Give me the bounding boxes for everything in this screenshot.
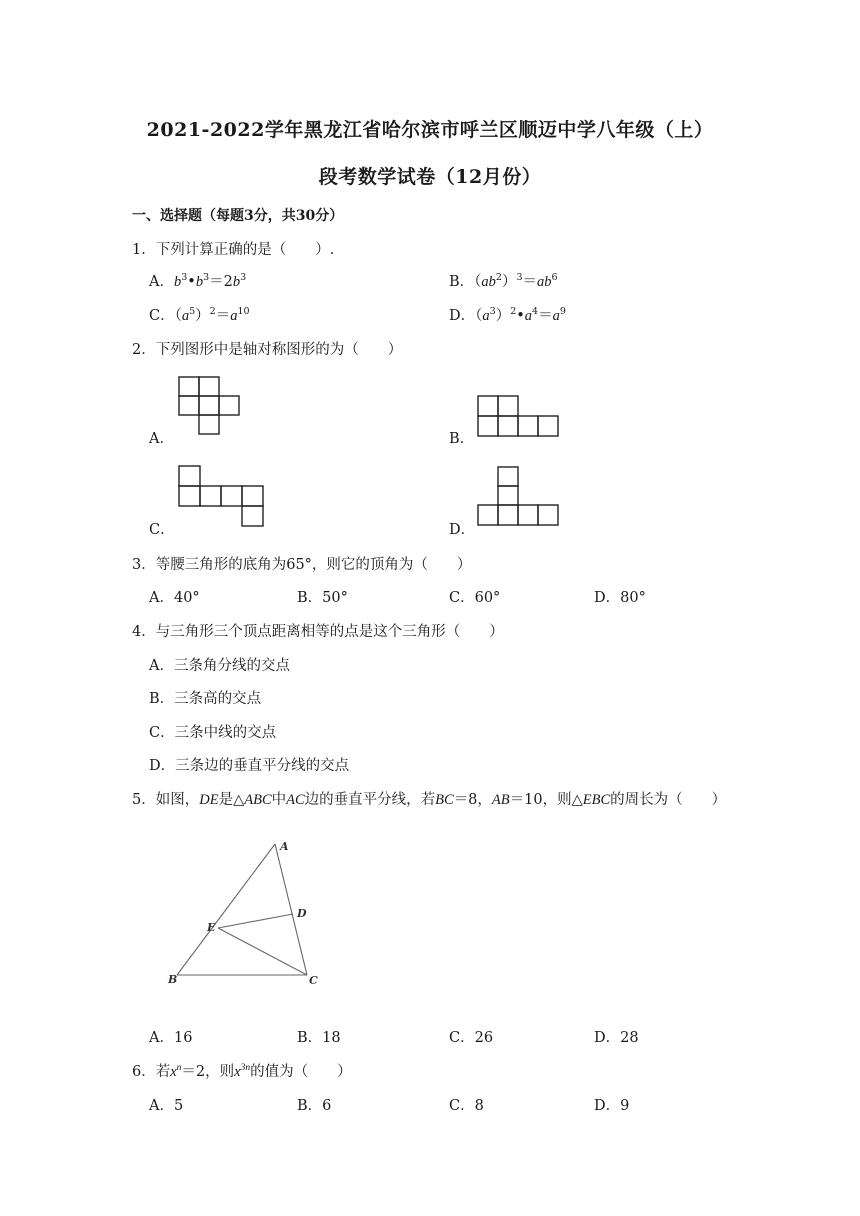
math-var: a <box>524 308 533 324</box>
grid-cell <box>478 396 498 416</box>
question-5-option-c[interactable]: C．26 <box>449 1030 494 1046</box>
grid-cell <box>518 416 538 436</box>
segment-ed <box>218 914 293 928</box>
exponent: 3n <box>240 1063 251 1073</box>
exponent: 4 <box>532 306 539 317</box>
question-5-option-b[interactable]: B．18 <box>297 1030 341 1046</box>
question-5-stem <box>132 788 726 809</box>
math-var: b <box>173 274 182 290</box>
math-var: ABC <box>244 792 272 808</box>
exponent: n <box>176 1063 182 1073</box>
grid-cell <box>242 506 263 526</box>
exponent: 3 <box>181 272 188 283</box>
vertex-label-d: D <box>297 907 307 920</box>
figure-grid-b <box>477 395 563 439</box>
math-var: a <box>230 308 238 324</box>
question-1-stem: 1．下列计算正确的是（ ）. <box>132 242 335 258</box>
question-4-stem: 4．与三角形三个顶点距离相等的点是这个三角形（ ） <box>132 624 504 640</box>
segment-ec <box>218 928 307 975</box>
question-1-option-c[interactable] <box>149 304 250 325</box>
figure-grid-d <box>477 466 563 528</box>
math-var: DE <box>199 792 219 808</box>
stem-text: 中 <box>271 792 287 808</box>
exponent: 3 <box>516 272 523 283</box>
question-1-option-d[interactable] <box>449 304 566 325</box>
stem-text: 5．如图， <box>132 792 200 808</box>
math-var: AB <box>491 792 510 808</box>
grid-cell <box>221 486 242 506</box>
math-op: ＝2 <box>209 274 233 290</box>
math-var: x <box>234 1064 241 1080</box>
section-heading: 一、选择题（每题3分，共30分） <box>132 208 344 224</box>
exponent: 2 <box>510 306 517 317</box>
grid-cell <box>199 377 219 396</box>
math-op: • <box>516 308 525 324</box>
grid-cell <box>498 486 518 505</box>
vertex-label-b: B <box>168 973 178 986</box>
stem-text: 6．若 <box>132 1064 171 1080</box>
figure-grid-a <box>178 376 242 436</box>
grid-cell <box>219 396 239 415</box>
grid-cell <box>498 505 518 525</box>
question-3-option-c[interactable]: C．60° <box>449 590 501 606</box>
grid-cell <box>179 396 199 415</box>
option-label: B．（ <box>449 274 482 290</box>
question-2-option-d-label[interactable]: D． <box>449 522 476 538</box>
grid-cell <box>498 396 518 416</box>
grid-cell <box>538 416 558 436</box>
vertex-label-a: A <box>280 840 289 853</box>
grid-cell <box>179 466 200 486</box>
exponent: 2 <box>495 272 502 283</box>
option-label: C．（ <box>149 308 182 324</box>
exponent: 9 <box>559 306 566 317</box>
stem-text: 的周长为（ ） <box>610 792 727 808</box>
question-6-option-d[interactable]: D．9 <box>594 1098 630 1114</box>
question-3-option-d[interactable]: D．80° <box>594 590 646 606</box>
question-4-option-d[interactable]: D．三条边的垂直平分线的交点 <box>149 758 350 774</box>
exponent: 5 <box>189 306 196 317</box>
stem-text: ＝8， <box>453 792 492 808</box>
question-2-stem: 2．下列图形中是轴对称图形的为（ ） <box>132 342 403 358</box>
math-op: ＝ <box>538 308 553 324</box>
question-5-option-d[interactable]: D．28 <box>594 1030 639 1046</box>
question-6-option-b[interactable]: B．6 <box>297 1098 332 1114</box>
grid-cell <box>498 416 518 436</box>
question-3-option-b[interactable]: B．50° <box>297 590 348 606</box>
vertex-label-c: C <box>309 974 318 987</box>
figure-grid-c <box>178 465 268 529</box>
exponent: 10 <box>237 306 250 317</box>
exponent: 2 <box>209 306 216 317</box>
question-4-option-a[interactable]: A．三条角分线的交点 <box>149 658 290 674</box>
question-2-option-c-label[interactable]: C． <box>149 522 175 538</box>
exam-title-line1: 2021-2022学年黑龙江省哈尔滨市呼兰区顺迈中学八年级（上） <box>146 119 714 141</box>
exam-title-line2: 段考数学试卷（12月份） <box>318 166 542 188</box>
math-op: ） <box>495 308 511 324</box>
option-label: A． <box>149 274 174 290</box>
math-var: ab <box>481 274 496 290</box>
math-var: x <box>170 1064 177 1080</box>
exponent: 6 <box>551 272 558 283</box>
math-op: ） <box>501 274 517 290</box>
grid-cell <box>538 505 558 525</box>
grid-cell <box>200 486 221 506</box>
grid-cell <box>242 486 263 506</box>
math-op: • <box>187 274 196 290</box>
question-4-option-c[interactable]: C．三条中线的交点 <box>149 725 277 741</box>
math-var: b <box>232 274 241 290</box>
math-op: ＝ <box>215 308 231 324</box>
stem-text: 的值为（ ） <box>250 1064 352 1080</box>
math-var: a <box>552 308 560 324</box>
math-var: a <box>482 308 490 324</box>
option-label: D．（ <box>449 308 483 324</box>
triangle-figure <box>160 835 335 995</box>
grid-cell <box>518 505 538 525</box>
math-op: ） <box>195 308 210 324</box>
grid-cell <box>179 486 200 506</box>
question-1-option-a[interactable] <box>149 270 246 291</box>
question-4-option-b[interactable]: B．三条高的交点 <box>149 691 262 707</box>
stem-text: 边的垂直平分线，若 <box>304 792 436 808</box>
math-var: b <box>195 274 204 290</box>
question-6-option-c[interactable]: C．8 <box>449 1098 484 1114</box>
math-var: AC <box>286 792 305 808</box>
grid-cell <box>179 377 199 396</box>
question-3-option-a[interactable]: A．40° <box>149 590 200 606</box>
exponent: 3 <box>240 272 247 283</box>
question-2-option-a-label[interactable]: A． <box>149 431 174 447</box>
grid-cell <box>199 396 219 415</box>
grid-cell <box>498 467 518 486</box>
exponent: 3 <box>203 272 210 283</box>
question-6-stem <box>132 1060 352 1081</box>
exponent: 3 <box>489 306 496 317</box>
question-1-option-b[interactable] <box>449 270 558 291</box>
math-var: ab <box>537 274 552 290</box>
stem-text: 是△ <box>218 792 245 808</box>
stem-text: ＝10，则△ <box>509 792 583 808</box>
question-2-option-b-label[interactable]: B． <box>449 431 475 447</box>
grid-cell <box>478 505 498 525</box>
segment-ab <box>177 844 275 975</box>
question-6-option-a[interactable]: A．5 <box>149 1098 184 1114</box>
stem-text: ＝2，则 <box>181 1064 235 1080</box>
math-var: a <box>181 308 190 324</box>
grid-cell <box>199 415 219 434</box>
question-3-stem: 3．等腰三角形的底角为65°，则它的顶角为（ ） <box>132 557 472 573</box>
math-op: ＝ <box>522 274 537 290</box>
grid-cell <box>478 416 498 436</box>
vertex-label-e: E <box>207 921 216 934</box>
math-var: EBC <box>582 792 611 808</box>
math-var: BC <box>435 792 454 808</box>
question-5-option-a[interactable]: A．16 <box>149 1030 193 1046</box>
